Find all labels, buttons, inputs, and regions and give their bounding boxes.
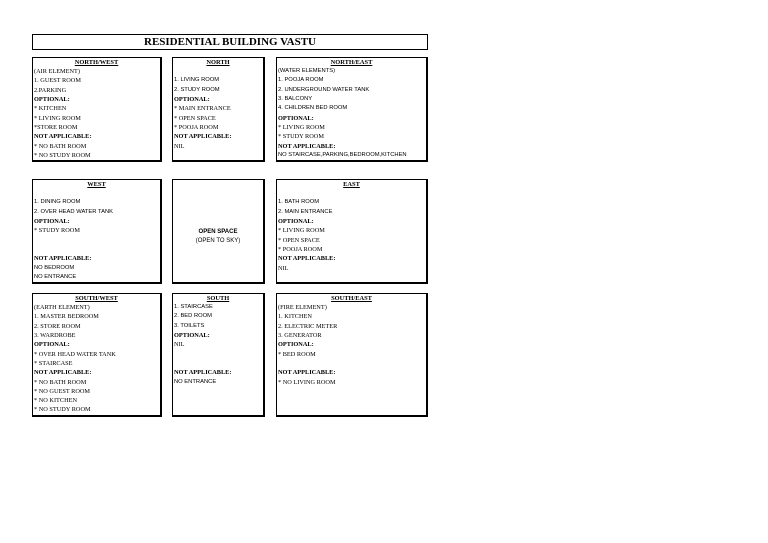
cell-line: NOT APPLICABLE: xyxy=(34,255,92,263)
cell-line: * LIVING ROOM xyxy=(278,123,325,131)
cell-line: 2. UNDERGROUND WATER TANK xyxy=(278,86,370,93)
cell-line: NO ENTRANCE xyxy=(174,378,217,385)
cell-line: * NO LIVING ROOM xyxy=(278,378,336,386)
cell-line: 1. DINING ROOM xyxy=(34,199,81,206)
open-to-sky-label: (OPEN TO SKY) xyxy=(195,238,241,244)
cell-south-east xyxy=(276,293,428,417)
cell-south xyxy=(172,293,265,417)
cell-line: NOT APPLICABLE: xyxy=(278,255,336,263)
cell-line: * NO GUEST ROOM xyxy=(34,387,91,395)
open-space-label: OPEN SPACE xyxy=(198,229,238,235)
cell-line xyxy=(174,350,262,359)
cell-line: *STORE ROOM xyxy=(34,123,78,131)
cell-heading: SOUTH/WEST xyxy=(75,295,118,302)
cell-line: OPTIONAL: xyxy=(34,341,70,349)
cell-line: 2. OVER HEAD WATER TANK xyxy=(34,208,114,215)
cell-line xyxy=(34,236,159,245)
cell-line: 1. KITCHEN xyxy=(278,313,312,321)
cell-line: * NO STUDY ROOM xyxy=(34,151,91,159)
cell-north-west xyxy=(32,57,162,162)
cell-line: OPTIONAL: xyxy=(34,218,70,226)
cell-line: OPTIONAL: xyxy=(174,96,210,104)
cell-line: 2. STORE ROOM xyxy=(34,322,81,330)
cell-line: 3. TOILETS xyxy=(174,322,205,329)
cell-line: 2.PARKING xyxy=(34,86,67,94)
cell-heading: WEST xyxy=(87,181,106,188)
cell-line xyxy=(34,245,159,254)
cell-line: * NO BATH ROOM xyxy=(34,142,87,150)
cell-heading: SOUTH/EAST xyxy=(331,295,372,302)
cell-line: NIL xyxy=(174,142,185,150)
cell-line: 1. BATH ROOM xyxy=(278,199,320,206)
cell-line: 3. WARDROBE xyxy=(34,332,76,340)
cell-line: NOT APPLICABLE: xyxy=(174,133,232,141)
cell-line: * LIVING ROOM xyxy=(34,114,81,122)
cell-line: (FIRE ELEMENT) xyxy=(278,304,327,312)
cell-line xyxy=(174,359,262,368)
cell-line: NOT APPLICABLE: xyxy=(278,369,336,377)
cell-heading: NORTH/EAST xyxy=(330,59,373,66)
cell-line: 4. CHILDREN BED ROOM xyxy=(278,105,348,112)
cell-line: * NO KITCHEN xyxy=(34,397,78,405)
cell-heading: SOUTH xyxy=(206,295,230,302)
cell-line: NO BEDROOM xyxy=(34,264,75,271)
cell-line: * MAIN ENTRANCE xyxy=(174,105,231,113)
cell-north xyxy=(172,57,265,162)
cell-line: * POOJA ROOM xyxy=(278,245,323,253)
cell-line: * NO STUDY ROOM xyxy=(34,406,91,414)
cell-line: 3. GENERATOR xyxy=(278,332,322,340)
cell-line: (EARTH ELEMENT) xyxy=(34,304,90,312)
cell-line: 1. MASTER BEDROOM xyxy=(34,313,99,321)
cell-line: 1. POOJA ROOM xyxy=(278,77,324,84)
cell-line xyxy=(174,67,262,76)
cell-line: NOT APPLICABLE: xyxy=(34,133,92,141)
cell-line: 2. MAIN ENTRANCE xyxy=(278,208,333,215)
cell-line: (WATER ELEMENTS) xyxy=(278,68,336,75)
cell-line: * STAIRCASE xyxy=(34,359,73,367)
cell-line: * OPEN SPACE xyxy=(174,114,216,122)
cell-line xyxy=(34,189,159,198)
cell-line: 3. BALCONY xyxy=(278,96,313,103)
cell-line: NOT APPLICABLE: xyxy=(174,369,232,377)
cell-line: NO STAIRCASE,PARKING,BEDROOM,KITCHEN xyxy=(278,151,407,158)
cell-line: 1. STAIRCASE xyxy=(174,304,213,311)
cell-line: * BED ROOM xyxy=(278,350,316,358)
document-title: RESIDENTIAL BUILDING VASTU xyxy=(32,34,428,50)
cell-line: * OVER HEAD WATER TANK xyxy=(34,350,116,358)
cell-line: * LIVING ROOM xyxy=(278,227,325,235)
cell-line: 2. BED ROOM xyxy=(174,313,213,320)
cell-line: * STUDY ROOM xyxy=(34,227,80,235)
cell-heading: NORTH/WEST xyxy=(74,59,119,66)
cell-line: OPTIONAL: xyxy=(278,341,314,349)
cell-line: * POOJA ROOM xyxy=(174,123,219,131)
cell-line: * OPEN SPACE xyxy=(278,236,320,244)
cell-north-east xyxy=(276,57,428,162)
cell-south-west xyxy=(32,293,162,417)
cell-west xyxy=(32,179,162,284)
cell-line: OPTIONAL: xyxy=(174,332,210,340)
cell-heading: NORTH xyxy=(206,59,230,66)
cell-line: OPTIONAL: xyxy=(278,114,314,122)
cell-center xyxy=(172,179,265,284)
cell-line: * STUDY ROOM xyxy=(278,133,324,141)
cell-line: 2. ELECTRIC METER xyxy=(278,322,338,330)
cell-line: * NO BATH ROOM xyxy=(34,378,87,386)
cell-line: NOT APPLICABLE: xyxy=(278,142,336,150)
cell-line: 1. LIVING ROOM xyxy=(174,77,220,84)
cell-line xyxy=(278,189,425,198)
cell-line: NO ENTRANCE xyxy=(34,273,77,280)
cell-line: OPTIONAL: xyxy=(34,96,70,104)
cell-line: 1. GUEST ROOM xyxy=(34,77,81,85)
cell-line: NIL xyxy=(278,264,289,272)
cell-line: NOT APPLICABLE: xyxy=(34,369,92,377)
cell-line: (AIR ELEMENT) xyxy=(34,68,80,76)
cell-line xyxy=(278,359,425,368)
cell-line: OPTIONAL: xyxy=(278,218,314,226)
cell-heading: EAST xyxy=(343,181,360,188)
cell-line: * KITCHEN xyxy=(34,105,67,113)
cell-line: 2. STUDY ROOM xyxy=(174,86,220,93)
cell-line: NIL xyxy=(174,341,185,349)
cell-east xyxy=(276,179,428,284)
